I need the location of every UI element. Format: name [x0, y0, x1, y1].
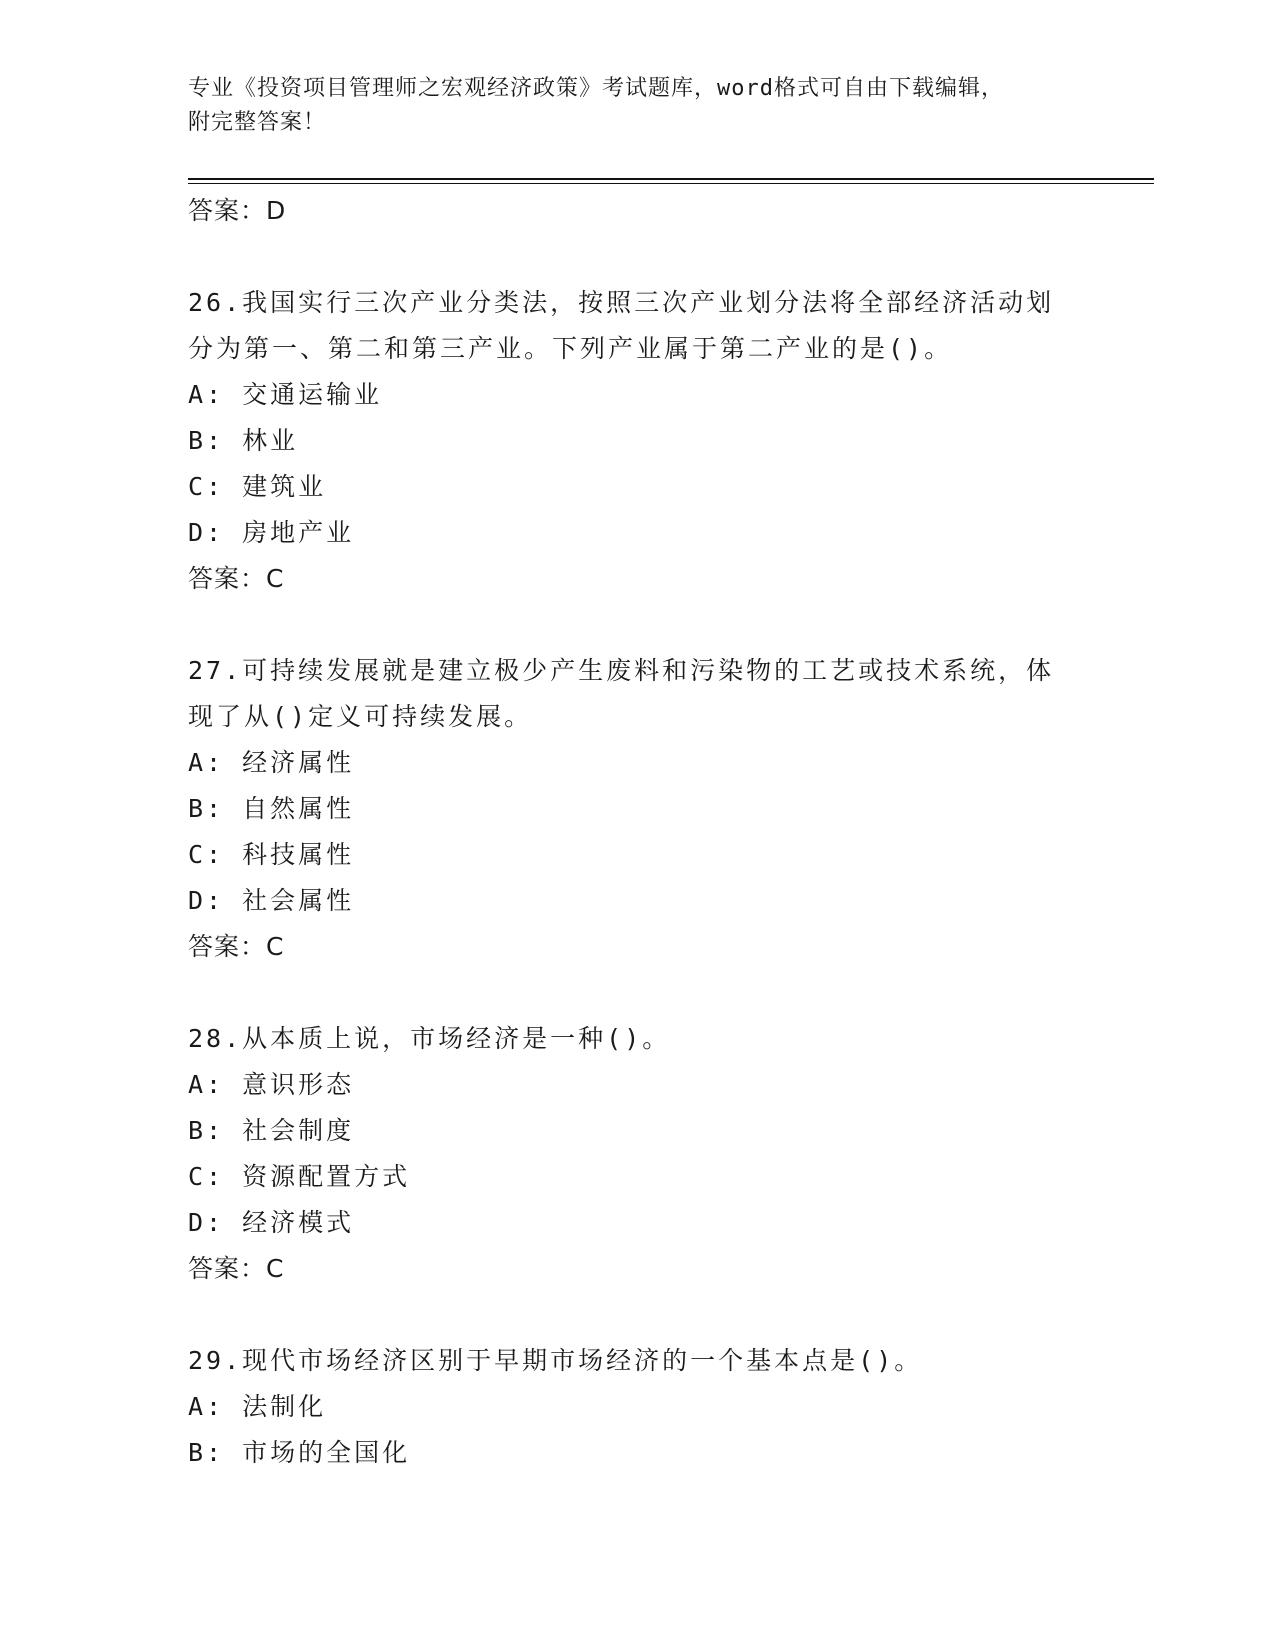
question-26-option-b: B: 林业	[188, 426, 299, 455]
question-26	[188, 280, 1088, 602]
question-26-stem-line-2: 分为第一、第二和第三产业。下列产业属于第二产业的是()。	[188, 334, 953, 363]
question-list	[188, 188, 1088, 1476]
question-28	[188, 1016, 1088, 1292]
header-divider-thin	[188, 183, 1154, 184]
question-28-option-a: A: 意识形态	[188, 1070, 355, 1099]
question-26-option-a: A: 交通运输业	[188, 380, 383, 409]
question-26-answer: 答案：C	[188, 564, 285, 593]
question-27-option-d: D: 社会属性	[188, 886, 355, 915]
header-divider-thick	[188, 178, 1154, 180]
question-28-option-c: C: 资源配置方式	[188, 1162, 411, 1191]
answer-25: 答案：D	[188, 196, 287, 225]
header-line-1: 专业《投资项目管理师之宏观经济政策》考试题库，word格式可自由下载编辑，	[188, 76, 1004, 101]
question-27-option-c: C: 科技属性	[188, 840, 355, 869]
question-29-option-a: A: 法制化	[188, 1392, 327, 1421]
question-29-stem-line-1: 29.现代市场经济区别于早期市场经济的一个基本点是()。	[188, 1346, 923, 1375]
header-line-2: 附完整答案！	[188, 110, 327, 135]
question-27-stem-line-1: 27.可持续发展就是建立极少产生废料和污染物的工艺或技术系统，体	[188, 656, 1055, 685]
question-27-option-b: B: 自然属性	[188, 794, 355, 823]
question-28-answer: 答案：C	[188, 1254, 285, 1283]
document-header	[188, 72, 1068, 140]
question-28-option-d: D: 经济模式	[188, 1208, 355, 1237]
question-29-option-b: B: 市场的全国化	[188, 1438, 411, 1467]
question-28-stem-line-1: 28.从本质上说，市场经济是一种()。	[188, 1024, 671, 1053]
question-26-option-d: D: 房地产业	[188, 518, 355, 547]
question-29	[188, 1338, 1088, 1476]
question-27-stem-line-2: 现了从()定义可持续发展。	[188, 702, 533, 731]
question-26-option-c: C: 建筑业	[188, 472, 327, 501]
question-26-stem-line-1: 26.我国实行三次产业分类法，按照三次产业划分法将全部经济活动划	[188, 288, 1055, 317]
question-27	[188, 648, 1088, 970]
question-27-answer: 答案：C	[188, 932, 285, 961]
question-28-option-b: B: 社会制度	[188, 1116, 355, 1145]
question-27-option-a: A: 经济属性	[188, 748, 355, 777]
